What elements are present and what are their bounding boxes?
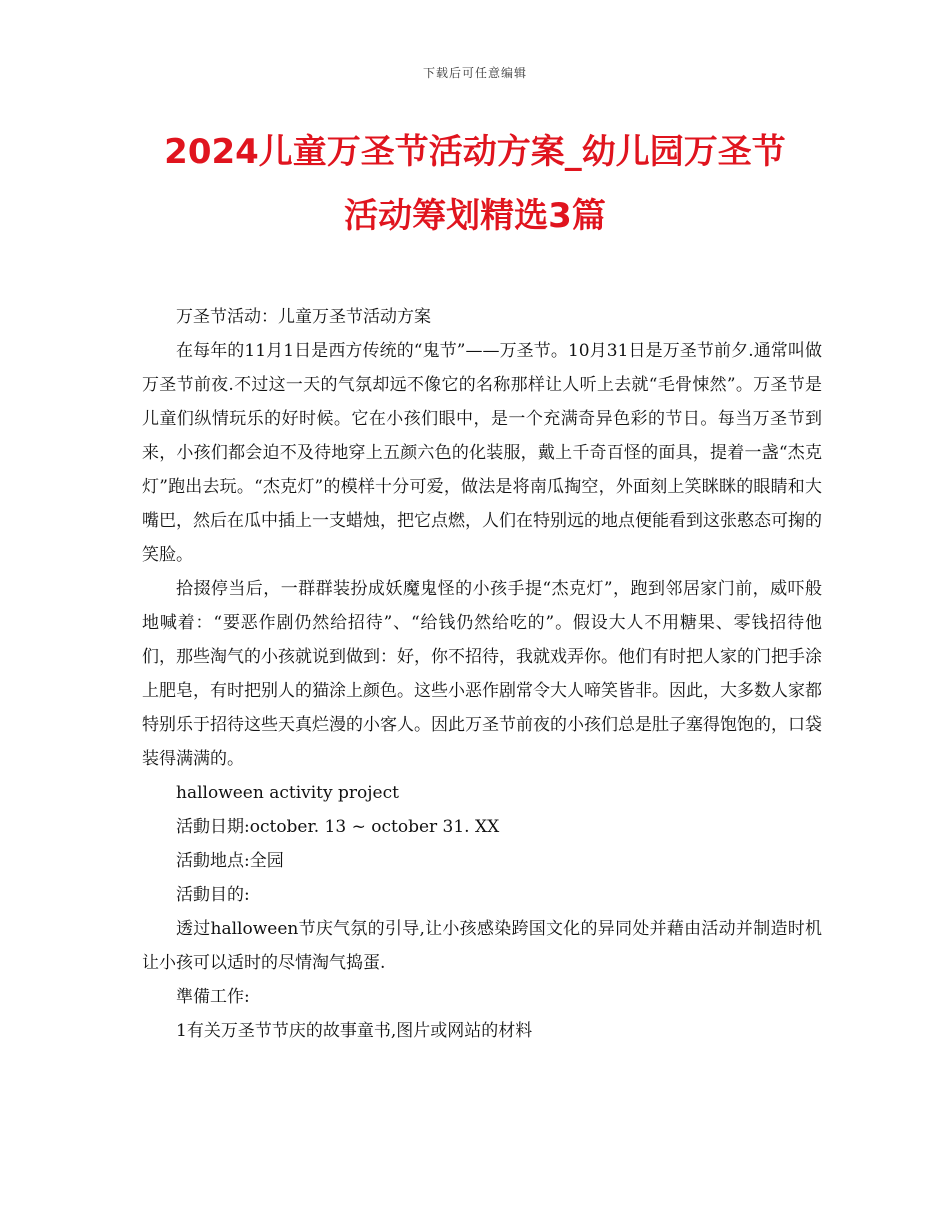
header-note: 下载后可任意编辑 — [422, 66, 527, 80]
activity-location: 活動地点:全园 — [176, 851, 284, 871]
paragraph: 在每年的11月1日是西方传统的“鬼节”——万圣节。10月31日是万圣节前夕.通常叫做万圣节前夜.不过这一天的气氛却远不像它的名称那样让人听上去就“毛骨悚然”。万圣节是儿童们纵情玩乐的好时候。它在小孩们眼中，是一个充满奇异色彩的节日。每当万圣节到来，小孩们都会迫不及待地穿上五颜六色的化装服，戴上千奇百怪的面具，提着一盏“杰克灯”跑出去玩。“杰克灯”的模样十分可爱，做法是将南瓜掏空，外面刻上笑眯眯的眼睛和大嘴巴，然后在瓜中插上一支蜡烛，把它点燃，人们在特别远的地点便能看到这张憨态可掬的笑脸。 — [142, 341, 822, 565]
activity-date: 活動日期:october. 13 ~ october 31. XX — [176, 817, 500, 837]
preparation-item: 1有关万圣节节庆的故事童书,图片或网站的材料 — [176, 1021, 533, 1041]
paragraph: 拾掇停当后，一群群装扮成妖魔鬼怪的小孩手提“杰克灯”，跑到邻居家门前，威吓般地喊着：“要恶作剧仍然给招待”、“给钱仍然给吃的”。假设大人不用糖果、零钱招待他们，那些淘气的小孩就说到做到：好，你不招待，我就戏弄你。他们有时把人家的门把手涂上肥皂，有时把别人的猫涂上颜色。这些小恶作剧常令大人啼笑皆非。因此，大多数人家都特别乐于招待这些天真烂漫的小客人。因此万圣节前夜的小孩们总是肚子塞得饱饱的，口袋装得满满的。 — [142, 579, 822, 769]
preparation-label: 準備工作: — [176, 987, 250, 1007]
title-line-1: 2024儿童万圣节活动方案_幼儿园万圣节 — [164, 132, 786, 172]
activity-purpose-label: 活動目的: — [176, 885, 250, 905]
english-heading: halloween activity project — [176, 783, 399, 803]
activity-purpose: 透过halloween节庆气氛的引导,让小孩感染跨国文化的异同处并藉由活动并制造时机让小孩可以适时的尽情淘气捣蛋. — [142, 919, 822, 973]
title-line-2: 活动筹划精选3篇 — [344, 196, 606, 236]
document-title — [60, 120, 890, 248]
section-heading: 万圣节活动：儿童万圣节活动方案 — [176, 307, 431, 327]
document-body — [142, 300, 822, 1048]
